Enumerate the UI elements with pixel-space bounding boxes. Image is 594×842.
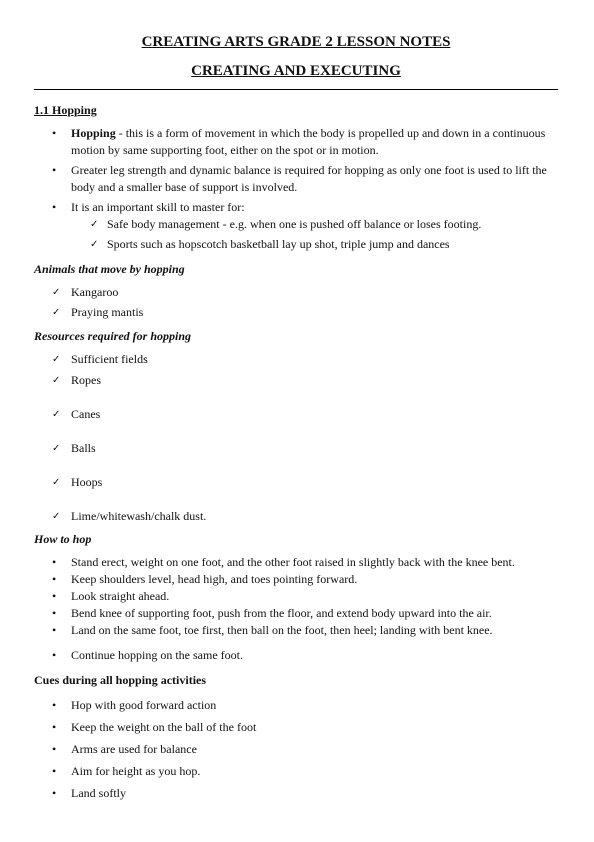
bullet-icon: • bbox=[52, 126, 57, 140]
list-item bbox=[34, 697, 558, 714]
item-text: Stand erect, weight on one foot, and the other foot raised in slightly back with the knee bent. bbox=[71, 555, 515, 569]
item-text: Praying mantis bbox=[71, 305, 144, 319]
item-text: Keep the weight on the ball of the foot bbox=[71, 720, 257, 734]
list-item bbox=[34, 588, 558, 605]
list-item bbox=[34, 372, 558, 389]
title-divider bbox=[34, 89, 558, 90]
list-item bbox=[34, 406, 558, 423]
bullet-icon: • bbox=[52, 742, 57, 756]
check-icon: ✓ bbox=[90, 219, 99, 230]
item-text: Land on the same foot, toe first, then ball on the foot, then heel; landing with bent knee. bbox=[71, 623, 493, 637]
list-item bbox=[34, 763, 558, 780]
check-icon: ✓ bbox=[52, 409, 61, 420]
resources-list bbox=[34, 351, 558, 525]
section-heading: 1.1 Hopping bbox=[34, 103, 97, 117]
list-item bbox=[34, 571, 558, 588]
item-text: Continue hopping on the same foot. bbox=[71, 648, 243, 662]
animals-list bbox=[34, 284, 558, 321]
list-item bbox=[34, 785, 558, 802]
document-title: CREATING ARTS GRADE 2 LESSON NOTES bbox=[141, 34, 451, 50]
item-text: Sports such as hopscotch basketball lay up shot, triple jump and dances bbox=[107, 237, 450, 251]
bullet-icon: • bbox=[52, 163, 57, 177]
item-text: Hoops bbox=[71, 475, 103, 489]
check-icon: ✓ bbox=[52, 307, 61, 318]
item-text: Lime/whitewash/chalk dust. bbox=[71, 509, 207, 523]
list-item bbox=[34, 162, 558, 196]
item-text: Canes bbox=[71, 407, 101, 421]
cues-heading: Cues during all hopping activities bbox=[34, 673, 207, 687]
bullet-icon: • bbox=[52, 555, 57, 569]
cues-list bbox=[34, 697, 558, 802]
bullet-icon: • bbox=[52, 589, 57, 603]
bullet-icon: • bbox=[52, 572, 57, 586]
sub-list-item bbox=[34, 236, 558, 253]
item-text: Sufficient fields bbox=[71, 352, 148, 366]
bullet-icon: • bbox=[52, 720, 57, 734]
item-text: Balls bbox=[71, 441, 96, 455]
howto-list bbox=[34, 554, 558, 664]
list-item bbox=[34, 440, 558, 457]
check-icon: ✓ bbox=[52, 375, 61, 386]
bullet-icon: • bbox=[52, 200, 57, 214]
check-icon: ✓ bbox=[52, 287, 61, 298]
animals-heading: Animals that move by hopping bbox=[34, 262, 185, 276]
list-item bbox=[34, 605, 558, 622]
item-text: Arms are used for balance bbox=[71, 742, 197, 756]
bullet-icon: • bbox=[52, 648, 57, 662]
item-text: - this is a form of movement in which the body is propelled up and down in a continuous motion by same supporting foot, either on the spot or in motion. bbox=[71, 126, 546, 157]
item-text: Look straight ahead. bbox=[71, 589, 170, 603]
list-item bbox=[34, 304, 558, 321]
document-subtitle: CREATING AND EXECUTING bbox=[191, 63, 401, 79]
bullet-icon: • bbox=[52, 698, 57, 712]
intro-list bbox=[34, 125, 558, 253]
list-item bbox=[34, 284, 558, 301]
list-item bbox=[34, 508, 558, 525]
bullet-icon: • bbox=[52, 764, 57, 778]
item-text: Ropes bbox=[71, 373, 101, 387]
item-text: Hop with good forward action bbox=[71, 698, 217, 712]
list-item bbox=[34, 719, 558, 736]
item-text: Keep shoulders level, head high, and toes pointing forward. bbox=[71, 572, 358, 586]
item-text: Greater leg strength and dynamic balance is required for hopping as only one foot is used to lift the body and a smaller base of support is involved. bbox=[71, 163, 547, 194]
item-text: Kangaroo bbox=[71, 285, 119, 299]
check-icon: ✓ bbox=[52, 354, 61, 365]
item-text: Land softly bbox=[71, 786, 126, 800]
list-item bbox=[34, 741, 558, 758]
list-item bbox=[34, 647, 558, 664]
list-item bbox=[34, 474, 558, 491]
list-item bbox=[34, 199, 558, 253]
list-item bbox=[34, 351, 558, 368]
bullet-icon: • bbox=[52, 606, 57, 620]
item-text: Safe body management - e.g. when one is pushed off balance or loses footing. bbox=[107, 217, 482, 231]
sub-list bbox=[34, 216, 558, 253]
document-page bbox=[34, 32, 558, 807]
sub-list-item bbox=[34, 216, 558, 233]
check-icon: ✓ bbox=[90, 239, 99, 250]
item-text: It is an important skill to master for: bbox=[71, 200, 245, 214]
check-icon: ✓ bbox=[52, 511, 61, 522]
list-item bbox=[34, 125, 558, 159]
check-icon: ✓ bbox=[52, 477, 61, 488]
howto-heading: How to hop bbox=[34, 532, 92, 546]
check-icon: ✓ bbox=[52, 443, 61, 454]
list-item bbox=[34, 622, 558, 639]
item-text: Bend knee of supporting foot, push from the floor, and extend body upward into the air. bbox=[71, 606, 492, 620]
bullet-icon: • bbox=[52, 786, 57, 800]
bullet-icon: • bbox=[52, 623, 57, 637]
resources-heading: Resources required for hopping bbox=[34, 329, 192, 343]
list-item bbox=[34, 554, 558, 571]
item-text: Aim for height as you hop. bbox=[71, 764, 201, 778]
term: Hopping bbox=[71, 126, 116, 140]
